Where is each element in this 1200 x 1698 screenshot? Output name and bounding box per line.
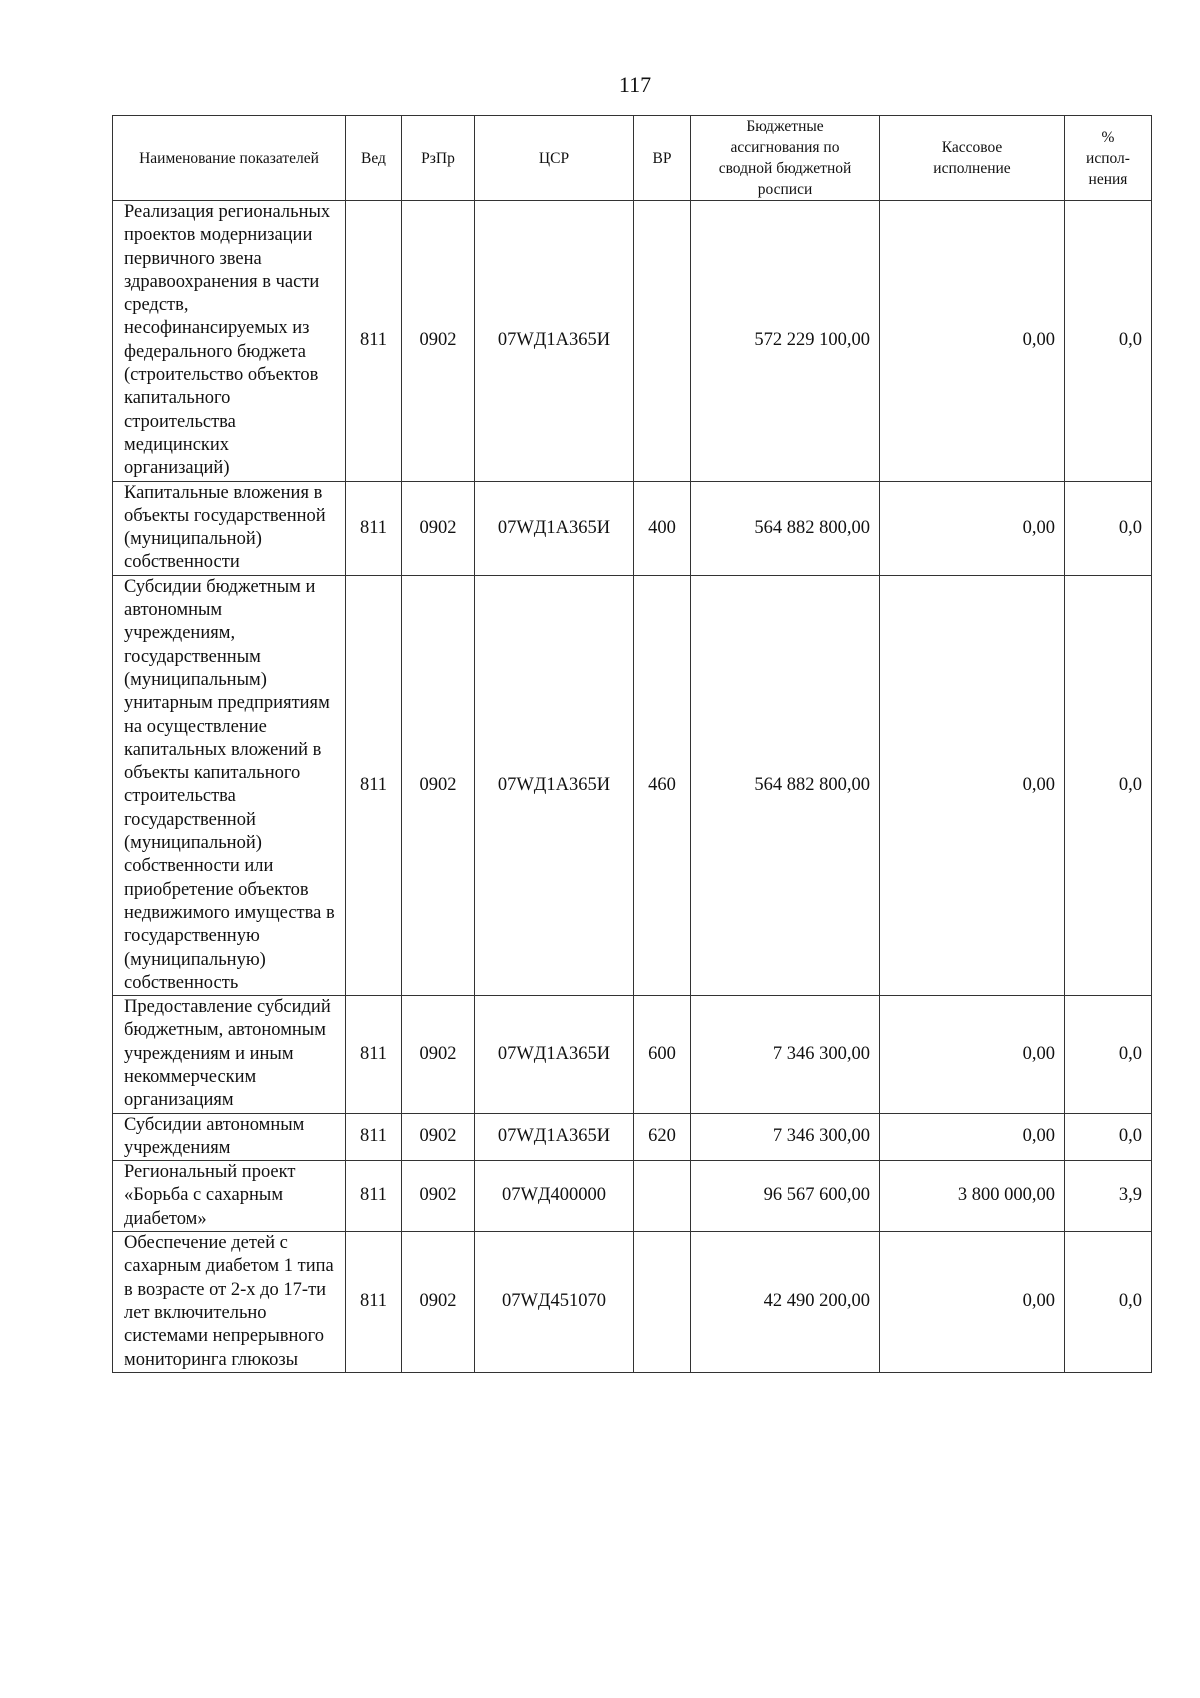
row-csr: 07WД1А365И — [475, 1113, 634, 1161]
row-pct: 0,0 — [1065, 996, 1152, 1113]
row-pct: 3,9 — [1065, 1161, 1152, 1232]
row-fact: 0,00 — [880, 201, 1065, 482]
row-name: Предоставление субсидий бюджетным, автономным учреждениям и иным некоммерческим организациям — [113, 996, 346, 1113]
row-csr: 07WД1А365И — [475, 996, 634, 1113]
table-row — [113, 1232, 1152, 1373]
row-rzpr: 0902 — [402, 1232, 475, 1373]
row-pct: 0,0 — [1065, 1232, 1152, 1373]
header-plan: Бюджетные ассигнования по сводной бюджетной росписи — [691, 116, 880, 201]
row-pct: 0,0 — [1065, 575, 1152, 995]
row-ved: 811 — [346, 481, 402, 575]
row-name: Субсидии бюджетным и автономным учреждениям, государственным (муниципальным) унитарным предприятиям на осуществление капитальных вложений в объекты капитального строительства государственной (муниципальной) собственности или приобретение объектов недвижимого имущества в государственную (муниципальную) собственность — [113, 575, 346, 995]
row-plan: 42 490 200,00 — [691, 1232, 880, 1373]
page-number: 117 — [618, 72, 652, 97]
row-fact: 0,00 — [880, 481, 1065, 575]
row-fact: 0,00 — [880, 1232, 1065, 1373]
row-vr — [634, 1161, 691, 1232]
table-row — [113, 481, 1152, 575]
row-csr: 07WД1А365И — [475, 575, 634, 995]
row-vr: 460 — [634, 575, 691, 995]
row-name: Региональный проект «Борьба с сахарным диабетом» — [113, 1161, 346, 1232]
row-rzpr: 0902 — [402, 1161, 475, 1232]
row-ved: 811 — [346, 575, 402, 995]
row-fact: 0,00 — [880, 1113, 1065, 1161]
row-plan: 564 882 800,00 — [691, 575, 880, 995]
row-fact: 0,00 — [880, 996, 1065, 1113]
row-vr — [634, 1232, 691, 1373]
row-ved: 811 — [346, 1113, 402, 1161]
row-vr: 600 — [634, 996, 691, 1113]
row-vr — [634, 201, 691, 482]
row-ved: 811 — [346, 1232, 402, 1373]
row-plan: 7 346 300,00 — [691, 996, 880, 1113]
row-fact: 0,00 — [880, 575, 1065, 995]
table-row — [113, 201, 1152, 482]
header-pct: % испол-нения — [1065, 116, 1152, 201]
row-rzpr: 0902 — [402, 201, 475, 482]
row-rzpr: 0902 — [402, 575, 475, 995]
row-vr: 620 — [634, 1113, 691, 1161]
table-row — [113, 1113, 1152, 1161]
row-name: Капитальные вложения в объекты государственной (муниципальной) собственности — [113, 481, 346, 575]
header-fact: Кассовое исполнение — [880, 116, 1065, 201]
row-pct: 0,0 — [1065, 201, 1152, 482]
row-csr: 07WД1А365И — [475, 201, 634, 482]
header-name: Наименование показателей — [113, 116, 346, 201]
header-rzpr: РзПр — [402, 116, 475, 201]
row-rzpr: 0902 — [402, 481, 475, 575]
row-name: Реализация региональных проектов модернизации первичного звена здравоохранения в части средств, несофинансируемых из федерального бюджета (строительство объектов капитального строительства медицинских организаций) — [113, 201, 346, 482]
row-name: Субсидии автономным учреждениям — [113, 1113, 346, 1161]
row-csr: 07WД400000 — [475, 1161, 634, 1232]
table-header-row — [113, 116, 1152, 201]
row-plan: 564 882 800,00 — [691, 481, 880, 575]
table-row — [113, 996, 1152, 1113]
row-rzpr: 0902 — [402, 1113, 475, 1161]
row-csr: 07WД451070 — [475, 1232, 634, 1373]
row-name: Обеспечение детей с сахарным диабетом 1 типа в возрасте от 2-х до 17-ти лет включительно системами непрерывного мониторинга глюкозы — [113, 1232, 346, 1373]
table-row — [113, 575, 1152, 995]
row-ved: 811 — [346, 201, 402, 482]
row-pct: 0,0 — [1065, 1113, 1152, 1161]
row-plan: 7 346 300,00 — [691, 1113, 880, 1161]
row-fact: 3 800 000,00 — [880, 1161, 1065, 1232]
table-row — [113, 1161, 1152, 1232]
header-ved: Вед — [346, 116, 402, 201]
budget-table — [112, 115, 1152, 1373]
row-rzpr: 0902 — [402, 996, 475, 1113]
header-vr: ВР — [634, 116, 691, 201]
row-ved: 811 — [346, 1161, 402, 1232]
row-csr: 07WД1А365И — [475, 481, 634, 575]
row-vr: 400 — [634, 481, 691, 575]
row-ved: 811 — [346, 996, 402, 1113]
row-pct: 0,0 — [1065, 481, 1152, 575]
row-plan: 572 229 100,00 — [691, 201, 880, 482]
header-csr: ЦСР — [475, 116, 634, 201]
row-plan: 96 567 600,00 — [691, 1161, 880, 1232]
